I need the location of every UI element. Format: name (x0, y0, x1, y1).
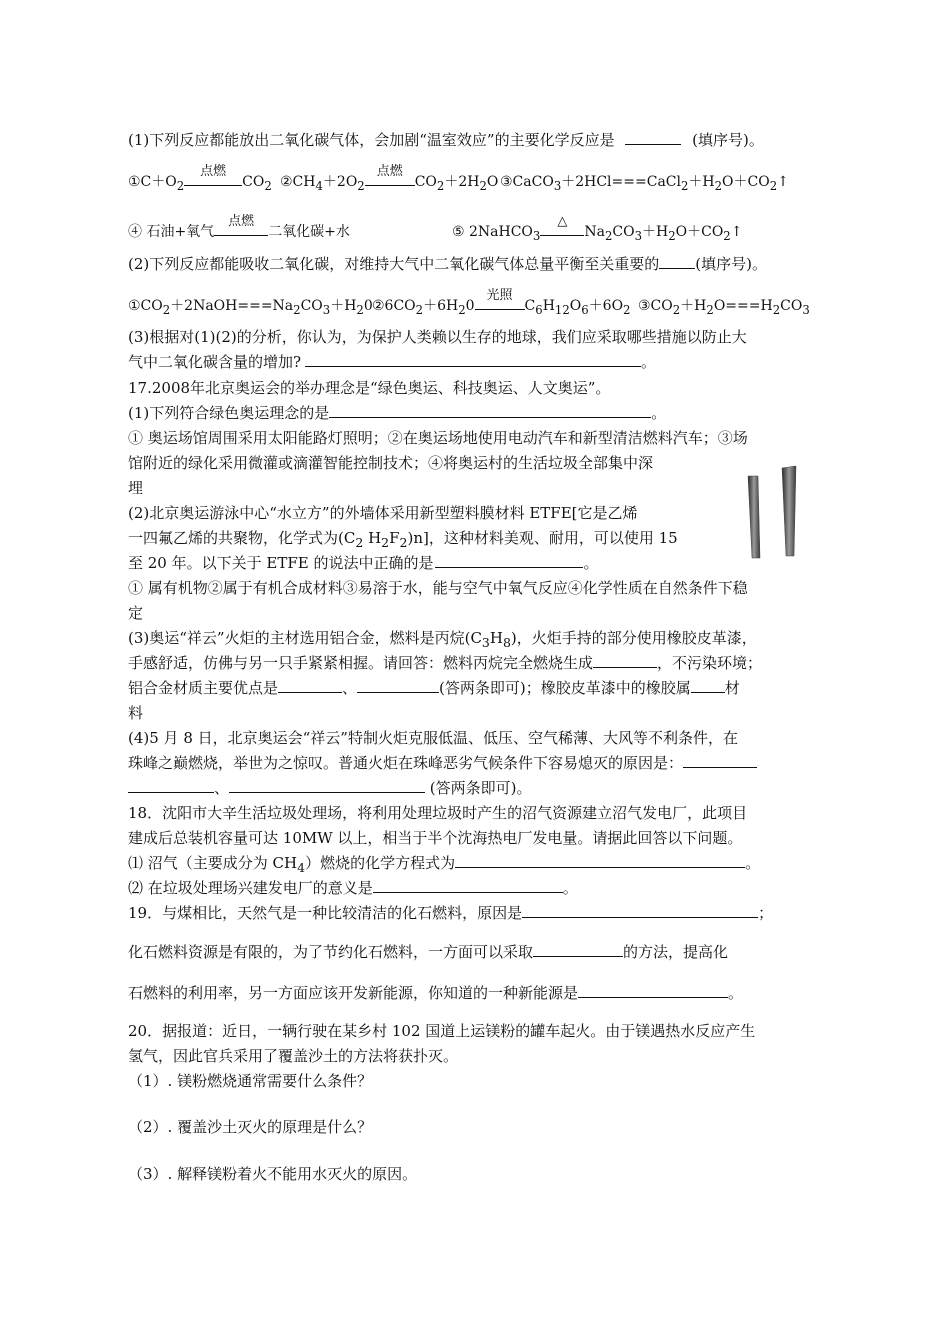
q17-part2-line1: (2)北京奥运游泳中心“水立方”的外墙体采用新型塑料膜材料 ETFE[它是乙烯 (128, 504, 638, 522)
q17-part4-line2: 珠峰之巅燃烧，举世为之惊叹。普通火炬在珠峰恶劣气候条件下容易熄灭的原因是： (128, 753, 757, 773)
q18-part1: ⑴ 沼气（主要成分为 $CH_4$）燃烧的化学方程式为 。 (128, 854, 761, 875)
answer-blank[interactable] (305, 352, 641, 367)
answer-blank[interactable] (373, 878, 563, 893)
q17-part1-options-2: 馆附近的绿化采用微灌或滴灌智能控制技术；④将奥运村的生活垃圾全部集中深 (128, 454, 654, 472)
q16-part3-line1: (3)根据对(1)(2)的分析，你认为，为保护人类赖以生存的地球，我们应采取哪些措施以防止大 (128, 328, 747, 346)
equation-4: ④ 石油+氧气 点燃 二氧化碳+水 (128, 214, 350, 240)
reaction-arrow: 点燃 (184, 176, 242, 186)
absorb-equation-1: $①CO_2+2NaOH===Na_2CO_3+H_20$ (128, 298, 373, 317)
q20-line1: 20．据报道：近日，一辆行驶在某乡村 102 国道上运镁粉的罐车起火。由于镁遇热水反应产生 (128, 1022, 756, 1040)
q16-part1: (1)下列反应都能放出二氧化碳气体，会加剧“温室效应”的主要化学反应是 (填序号)。 (128, 131, 764, 149)
q19-line2: 化石燃料资源是有限的，为了节约化石燃料，一方面可以采取 的方法，提高化 (128, 943, 729, 961)
answer-blank[interactable] (357, 678, 439, 693)
q17-part2-line2: 一四氟乙烯的共聚物，化学式为($C_2$ $H_2F_2)n$]，这种材料美观、耐用，可以使用 15 (128, 529, 678, 550)
q19-line3: 石燃料的利用率，另一方面应该开发新能源，你知道的一种新能源是 。 (128, 984, 744, 1002)
answer-blank[interactable] (329, 403, 651, 418)
answer-blank[interactable] (593, 653, 657, 668)
answer-blank[interactable] (683, 753, 757, 768)
q18-line1: 18．沈阳市大辛生活垃圾处理场，将利用处理垃圾时产生的沼气资源建立沼气发电厂，此项目 (128, 804, 748, 822)
reaction-arrow: 点燃 (214, 226, 268, 236)
q17-part4-line1: (4)5 月 8 日，北京奥运会“祥云”特制火炬克服低温、低压、空气稀薄、大风等不利条件，在 (128, 729, 738, 747)
answer-blank[interactable] (435, 553, 583, 568)
q17-part3-line4: 料 (128, 704, 144, 722)
q17-part1-options-1: ① 奥运场馆周围采用太阳能路灯照明；②在奥运场地使用电动汽车和新型清洁燃料汽车；③场 (128, 429, 748, 447)
q17-part1: (1)下列符合绿色奥运理念的是 。 (128, 404, 667, 422)
q20-sub3: （3）. 解释镁粉着火不能用水灭火的原因。 (128, 1165, 418, 1183)
equation-2: $②CH_4+2O_2$ 点燃 $CO_2+2H_2O$ (280, 164, 499, 193)
answer-blank[interactable] (229, 778, 425, 793)
reaction-arrow: 点燃 (365, 176, 415, 186)
q17-part2-options-2: 定 (128, 604, 144, 622)
absorb-equation-2: $②6CO_2+6H_20$ 光照 $C_6H_{12}O_6+6O_2$ (372, 288, 631, 317)
equation-5: ⑤ 2NaHCO$_3$ △ $Na_2CO_3+H_2O+CO_2↑$ (452, 214, 743, 243)
answer-blank[interactable] (455, 853, 745, 868)
absorb-equation-3: $③CO_2+H_2O===H_2CO_3$ (638, 298, 810, 317)
answer-blank[interactable] (533, 942, 623, 957)
answer-blank[interactable] (691, 678, 725, 693)
q18-part2: ⑵ 在垃圾处理场兴建发电厂的意义是 。 (128, 879, 578, 897)
q17-title: 17.2008年北京奥运会的举办理念是“绿色奥运、科技奥运、人文奥运”。 (128, 379, 611, 397)
q17-part1-options-3: 埋 (128, 479, 144, 497)
answer-blank[interactable] (625, 130, 681, 145)
reaction-arrow: 光照 (475, 300, 525, 310)
q16-part2: (2)下列反应都能吸收二氧化碳，对维持大气中二氧化碳气体总量平衡至关重要的 (填序号)。 (128, 255, 767, 273)
answer-blank[interactable] (522, 903, 758, 918)
q20-line2: 氢气，因此官兵采用了覆盖沙土的方法将获扑灭。 (128, 1047, 459, 1065)
q17-part4-line3: 、 (答两条即可)。 (128, 778, 532, 798)
q17-part3-line2: 手感舒适，仿佛与另一只手紧紧相握。请回答：燃料丙烷完全燃烧生成 ，不污染环境； (128, 654, 763, 672)
equation-1: $①C+O_2$ 点燃 $CO_2$ (128, 164, 272, 193)
answer-blank[interactable] (578, 983, 728, 998)
q17-part2-line3: 至 20 年。以下关于 ETFE 的说法中正确的是 。 (128, 554, 599, 572)
q18-line2: 建成后总装机容量可达 10MW 以上，相当于半个沈海热电厂发电量。请据此回答以下问题。 (128, 829, 743, 847)
answer-blank[interactable] (659, 254, 695, 269)
torch-image (742, 462, 812, 562)
answer-blank[interactable] (278, 678, 342, 693)
q20-sub1: （1）. 镁粉燃烧通常需要什么条件？ (128, 1072, 373, 1090)
q17-part3-line1: (3)奥运“祥云”火炬的主材选用铝合金，燃料是丙烷$(C_3H_8)$，火炬手持的部分使用橡胶皮革漆， (128, 629, 757, 650)
q20-sub2: （2）. 覆盖沙土灭火的原理是什么？ (128, 1118, 373, 1136)
q17-part3-line3: 铝合金材质主要优点是 、 (答两条即可)；橡胶皮革漆中的橡胶属 材 (128, 679, 740, 697)
answer-blank[interactable] (128, 778, 214, 793)
q19-line1: 19．与煤相比，天然气是一种比较清洁的化石燃料，原因是 ； (128, 904, 774, 922)
q16-part3-line2: 气中二氧化碳含量的增加? 。 (128, 353, 657, 371)
reaction-arrow: △ (540, 226, 584, 236)
equation-3: $③CaCO_3+2HCl===CaCl_2+H_2O+CO_2↑$ (500, 174, 789, 193)
q17-part2-options-1: ① 属有机物②属于有机合成材料③易溶于水，能与空气中氧气反应④化学性质在自然条件下稳 (128, 579, 748, 597)
